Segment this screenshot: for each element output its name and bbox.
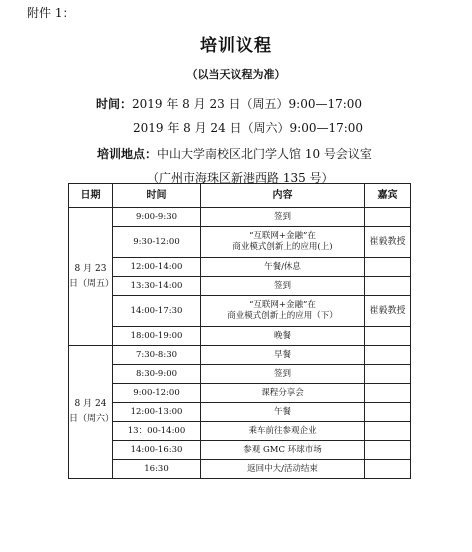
row-guest: 崔毅教授	[365, 296, 411, 327]
table-row	[69, 346, 411, 365]
row-content: 参观 GMC 环球市场	[201, 441, 365, 460]
row-time: 9:00-9:30	[113, 208, 201, 227]
content-line-1: “互联网+金融”在	[249, 231, 316, 241]
header-content: 内容	[201, 184, 365, 208]
table-row	[69, 258, 411, 277]
table-row	[69, 460, 411, 479]
row-content	[201, 227, 365, 258]
row-time: 7:30-8:30	[113, 346, 201, 365]
row-guest	[365, 277, 411, 296]
row-guest: 崔毅教授	[365, 227, 411, 258]
header-date: 日期	[69, 184, 113, 208]
time-line-1	[96, 95, 362, 112]
row-time: 12:00-13:00	[113, 403, 201, 422]
table-row	[69, 422, 411, 441]
table-row	[69, 277, 411, 296]
row-time: 9:30-12:00	[113, 227, 201, 258]
table-row	[69, 208, 411, 227]
row-time: 12:00-14:00	[113, 258, 201, 277]
location-label: 培训地点：	[97, 147, 158, 161]
content-line-1: “互联网+金融”在	[249, 300, 316, 310]
row-guest	[365, 460, 411, 479]
location-line-2: （广州市海珠区新港西路 135 号）	[147, 171, 334, 185]
row-guest	[365, 327, 411, 346]
agenda-table	[68, 183, 411, 479]
row-time: 13：00-14:00	[113, 422, 201, 441]
time-line-2: 2019 年 8 月 24 日（周六）9:00—17:00	[133, 121, 364, 135]
table-row	[69, 384, 411, 403]
row-content: 乘车前往参观企业	[201, 422, 365, 441]
table-row	[69, 441, 411, 460]
content-line-2: 商业模式创新上的应用（下）	[227, 311, 338, 321]
row-guest	[365, 365, 411, 384]
row-content	[201, 296, 365, 327]
row-guest	[365, 422, 411, 441]
document-title: 培训议程	[200, 36, 272, 56]
table-row	[69, 296, 411, 327]
row-guest	[365, 208, 411, 227]
row-guest	[365, 441, 411, 460]
row-content: 晚餐	[201, 327, 365, 346]
table-header-row	[69, 184, 411, 208]
row-time: 14:00-17:30	[113, 296, 201, 327]
time-label: 时间：	[96, 97, 133, 111]
row-content: 签到	[201, 365, 365, 384]
table-row	[69, 365, 411, 384]
row-guest	[365, 346, 411, 365]
location-value-1: 中山大学南校区北门学人馆 10 号会议室	[157, 147, 372, 161]
table-row	[69, 227, 411, 258]
location-line-1	[97, 145, 372, 162]
row-content: 早餐	[201, 346, 365, 365]
row-time: 14:00-16:30	[113, 441, 201, 460]
row-content: 签到	[201, 208, 365, 227]
attachment-label: 附件 1：	[27, 6, 75, 20]
header-guest: 嘉宾	[365, 184, 411, 208]
row-content: 课程分享会	[201, 384, 365, 403]
row-guest	[365, 258, 411, 277]
row-time: 9:00-12:00	[113, 384, 201, 403]
document-subtitle: （以当天议程为准）	[186, 68, 286, 81]
row-content: 午餐	[201, 403, 365, 422]
row-time: 13:30-14:00	[113, 277, 201, 296]
row-guest	[365, 403, 411, 422]
table-row	[69, 403, 411, 422]
day1-date: 8 月 23 日（周五）	[69, 208, 113, 346]
content-line-2: 商业模式创新上的应用(上)	[232, 242, 333, 252]
row-time: 18:00-19:00	[113, 327, 201, 346]
row-time: 8:30-9:00	[113, 365, 201, 384]
row-content: 午餐/休息	[201, 258, 365, 277]
table-row	[69, 327, 411, 346]
row-guest	[365, 384, 411, 403]
row-time: 16:30	[113, 460, 201, 479]
day2-date: 8 月 24 日（周六）	[69, 346, 113, 479]
row-content: 签到	[201, 277, 365, 296]
header-time: 时间	[113, 184, 201, 208]
row-content: 返回中大/活动结束	[201, 460, 365, 479]
time-value-1: 2019 年 8 月 23 日（周五）9:00—17:00	[132, 97, 363, 111]
